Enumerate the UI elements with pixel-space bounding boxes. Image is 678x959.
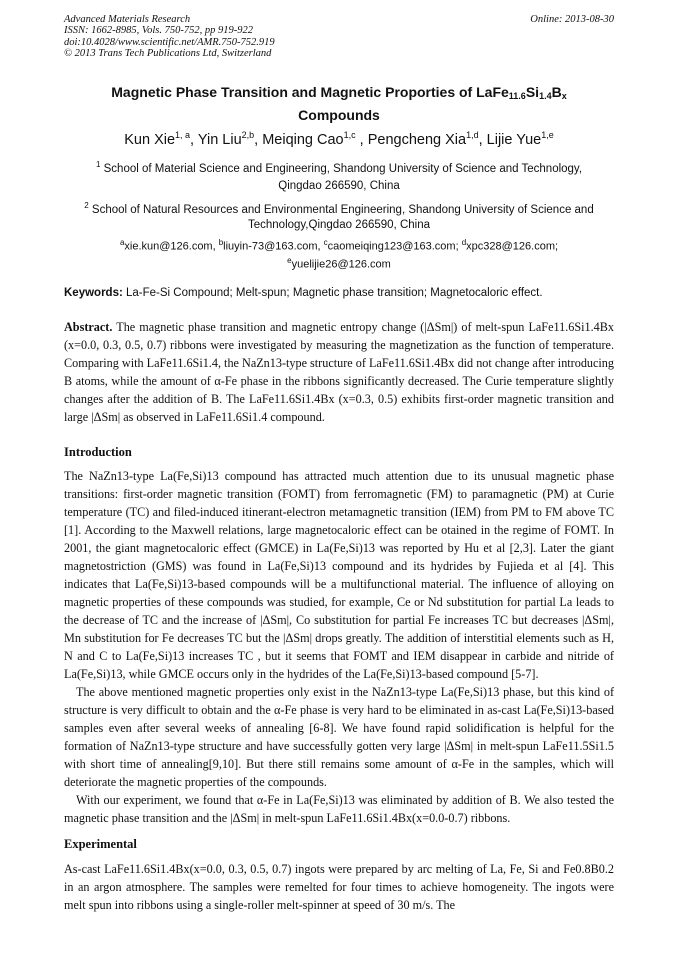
- paper-title: Magnetic Phase Transition and Magnetic Proporties of $LaFe_{11.6}Si_{1.4}B_x$ Compounds: [111, 84, 567, 123]
- intro-paragraph-2: The above mentioned magnetic properties only exist in the NaZn13-type La(Fe,Si)13 phase, but this kind of structure is very difficult to obtain and the α-Fe phase is very hard to be eliminated in as-cast La(Fe,Si)13-based samples even after several weeks of annealing [6-8]. We have found rapid solidification is helpful for the formation of NaZn13-type structure and have successfully gotten very large |ΔSm| in melt-spun LaFe11.5Si1.5 with short time of annealing[9,10]. But there still remains some amount of α-Fe in the samples, which will deteriorate the magnetic properties of the compounds.: [64, 685, 614, 789]
- introduction-body: [64, 467, 614, 827]
- issn-line: ISSN: 1662-8985, Vols. 750-752, pp 919-922: [64, 25, 253, 37]
- author-emails: $^a$xie.kun@126.com, $^b$liuyin-73@163.com, $^c$caomeiqing123@163.com; $^d$xpc328@126.com; $^e$yuelijie26@126.com: [119, 238, 559, 271]
- keywords-text: La-Fe-Si Compound; Melt-spun; Magnetic phase transition; Magnetocaloric effect.: [122, 287, 543, 299]
- keywords-label: Keywords:: [64, 287, 123, 299]
- online-date: Online: 2013-08-30: [530, 14, 614, 25]
- journal-name: Advanced Materials Research: [64, 14, 191, 25]
- experimental-body: [64, 860, 614, 914]
- journal-header: [64, 14, 614, 59]
- intro-paragraph-3: With our experiment, we found that α-Fe in La(Fe,Si)13 was eliminated by addition of B. We also tested the magnetic phase transition and the |ΔSm| in melt-spun LaFe11.6Si1.4Bx(x=0.0-0.7) ribbons.: [64, 793, 614, 825]
- section-heading-introduction: Introduction: [64, 445, 132, 459]
- affiliation-2: $^2$ School of Natural Resources and Environmental Engineering, Shandong University of Science and Technology,Qingdao 266590, China: [84, 201, 594, 231]
- intro-paragraph-1: The NaZn13-type La(Fe,Si)13 compound has attracted much attention due to its unusual magnetic phase transitions: first-order magnetic transition (FOMT) from ferromagnetic (FM) to paramagnetic (PM) at Curie temperature (TC) and filed-induced itinerant-electron metamagnetic transition (IEM) from PM to FM above TC [1]. According to the Maxwell relations, large magnetocaloric effect can be otained in the regime of FOMT. In 2001, the giant magnetocaloric effect (GMCE) in La(Fe,Si)13 was reported by Hu et al [2,3]. Later the giant magnetostriction (GMS) was found in La(Fe,Si)13 compound and its hydrides by Fujieda et al [4]. This indicates that La(Fe,Si)13-based compounds will be a multifunctional material. The influence of alloying on magnetic properties of these compounds was studied, for example, Ce or Nd substitution for partial La leads to the decrease of TC and the increase of |ΔSm|, Co substitution for partial Fe increases TC but decreases |ΔSm|, Mn substitution for Fe decreases TC but the |ΔSm| drops greatly. The addition of interstitial elements such as H, N and C to La(Fe,Si)13 increases TC , but it seems that FOMT and IEM disappear in carbide and nitride of La(Fe,Si)13, while GMCE occurs only in the hydrides of the La(Fe,Si)13-based compound [5-7].: [64, 469, 614, 681]
- keywords: [64, 287, 614, 299]
- author-list: Kun Xie$^{1, a}$, Yin Liu$^{2,b}$, Meiqing Cao$^{1,c}$ , Pengcheng Xia$^{1,d}$, Lijie Yue$^{1,e}$: [124, 130, 554, 148]
- experimental-paragraph-1: As-cast LaFe11.6Si1.4Bx(x=0.0, 0.3, 0.5, 0.7) ingots were prepared by arc melting of La, Fe, Si and Fe0.8B0.2 in an argon atmosphere. The samples were remelted for four times to achieve homogeneity. The ingots were melt spun into ribbons using a single-roller melt-spinner at speed of 30 m/s. The: [64, 862, 614, 912]
- section-heading-experimental: Experimental: [64, 837, 137, 851]
- abstract: [64, 318, 614, 426]
- copyright-line: © 2013 Trans Tech Publications Ltd, Switzerland: [64, 47, 272, 59]
- doi-line: doi:10.4028/www.scientific.net/AMR.750-752.919: [64, 36, 275, 48]
- abstract-label: Abstract.: [64, 320, 113, 334]
- affiliation-1: $^1$ School of Material Science and Engineering, Shandong University of Science and Technology, Qingdao 266590, China: [95, 160, 583, 193]
- abstract-text: The magnetic phase transition and magnetic entropy change (|ΔSm|) of melt-spun LaFe11.6Si1.4Bx (x=0.0, 0.3, 0.5, 0.7) ribbons were investigated by measuring the magnetization as the function of temperature. Comparing with LaFe11.6Si1.4, the NaZn13-type structure of LaFe11.6Si1.4Bx did not change after introducing B atoms, while the amount of α-Fe phase in the ribbons significantly decreased. The Curie temperature slightly changes after the addition of B. The LaFe11.6Si1.4Bx (x=0.3, 0.5) exhibits first-order magnetic transition and large |ΔSm| as observed in LaFe11.6Si1.4 compound.: [64, 320, 614, 424]
